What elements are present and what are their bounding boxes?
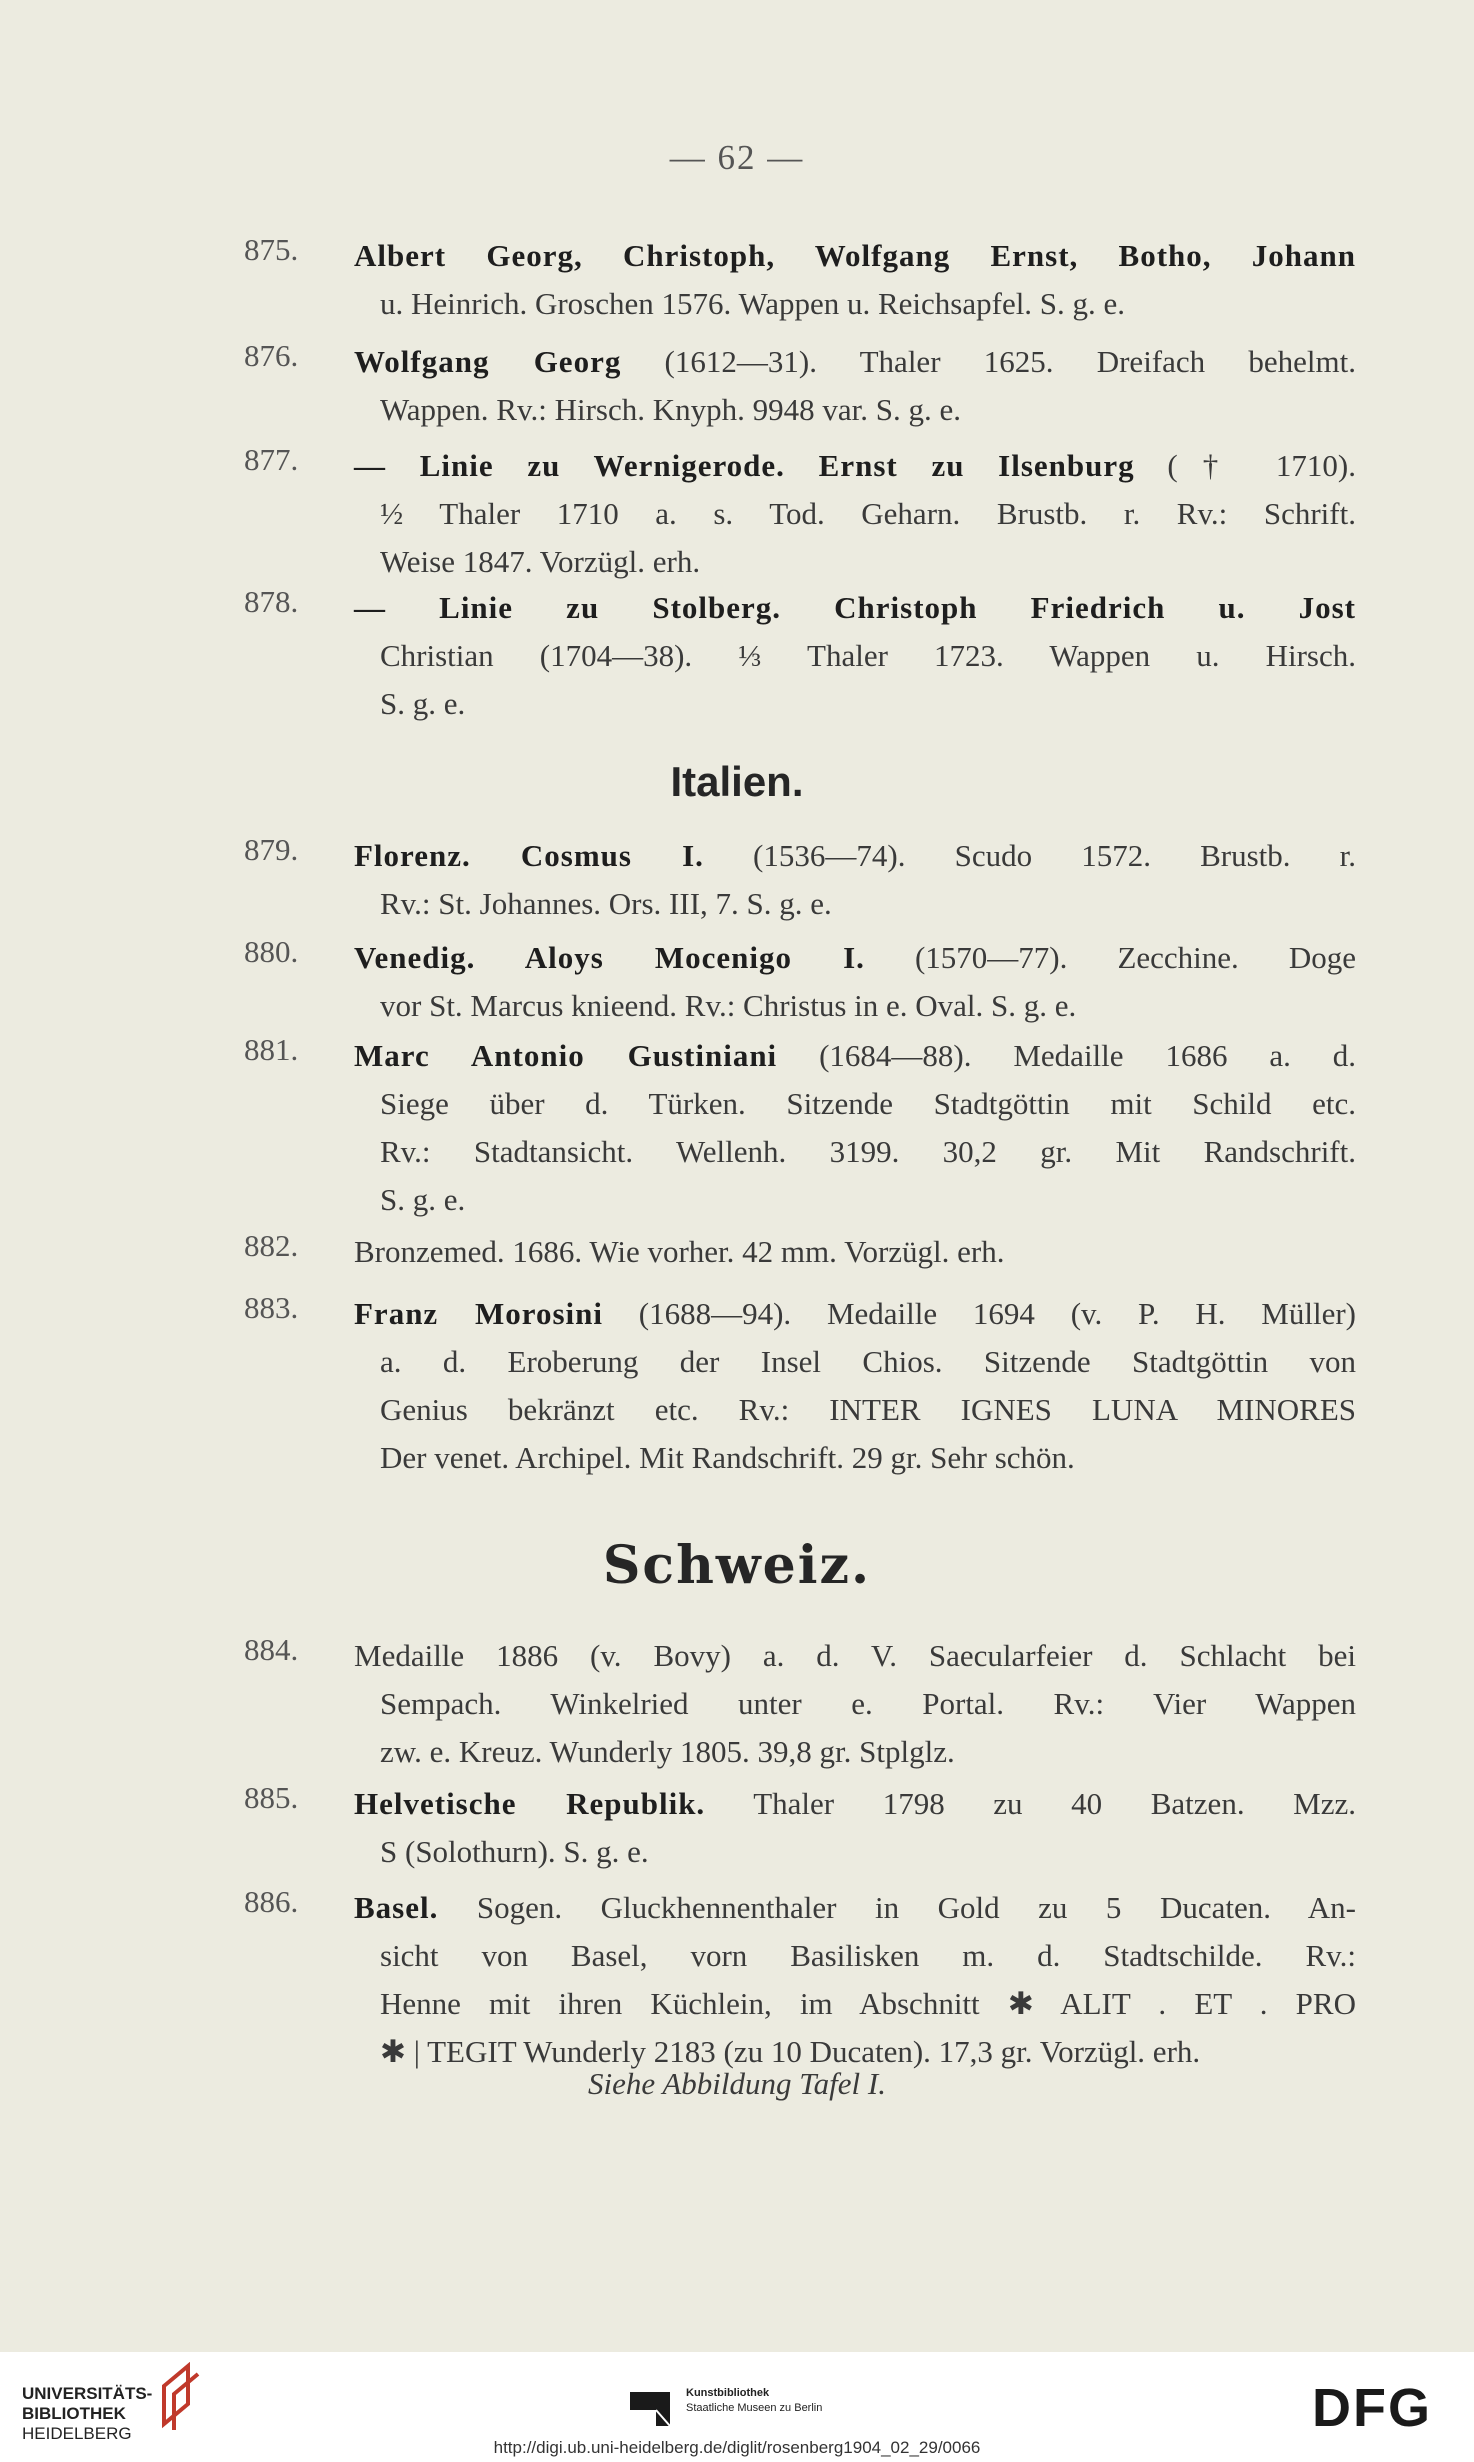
section-title-schweiz: Schweiz. bbox=[602, 1535, 872, 1596]
entry-first-line-rest: (1684—88). Medaille 1686 a. d. bbox=[777, 1038, 1356, 1073]
entry-text bbox=[354, 1032, 1356, 1224]
uni-line-2: BIBLIOTHEK bbox=[22, 2404, 126, 2423]
entry-first-line-rest: (1536—74). Scudo 1572. Brustb. r. bbox=[703, 838, 1357, 873]
entry-number: 882. bbox=[244, 1228, 299, 1263]
entry-text bbox=[354, 442, 1356, 586]
entry-text bbox=[354, 584, 1356, 728]
entry-number: 881. bbox=[244, 1032, 299, 1067]
entry-continuation-line: Der venet. Archipel. Mit Randschrift. 29 gr. Sehr schön. bbox=[380, 1440, 1075, 1475]
entry-continuation-line: Siege über d. Türken. Sitzende Stadtgöttin mit Schild etc. bbox=[380, 1086, 1356, 1121]
entry-text bbox=[354, 1780, 1356, 1876]
entry-number: 884. bbox=[244, 1632, 299, 1667]
entry-heading: Basel. bbox=[354, 1890, 439, 1925]
entry-number: 880. bbox=[244, 934, 299, 969]
entry-continuation-line: u. Heinrich. Groschen 1576. Wappen u. Reichsapfel. S. g. e. bbox=[380, 286, 1126, 321]
entry-heading: — Linie zu Wernigerode. Ernst zu Ilsenburg bbox=[354, 448, 1135, 483]
entry-continuation-line: Sempach. Winkelried unter e. Portal. Rv.: Vier Wappen bbox=[380, 1686, 1356, 1721]
entry-heading: Franz Morosini bbox=[354, 1296, 603, 1331]
entry-first-line bbox=[354, 934, 1356, 982]
entry-first-line-rest: Medaille 1886 (v. Bovy) a. d. V. Saecularfeier d. Schlacht bei bbox=[354, 1638, 1356, 1673]
dfg-logo bbox=[1310, 2378, 1458, 2434]
entry-continuation-line: a. d. Eroberung der Insel Chios. Sitzende Stadtgöttin von bbox=[380, 1344, 1356, 1379]
kb-line-1: Kunstbibliothek bbox=[686, 2387, 770, 2399]
entry-first-line bbox=[354, 1780, 1356, 1828]
entry-first-line bbox=[354, 1884, 1356, 1932]
entry-heading: Wolfgang Georg bbox=[354, 344, 622, 379]
entry-first-line bbox=[354, 232, 1356, 280]
entry-heading: Albert Georg, Christoph, Wolfgang Ernst, Botho, Johann bbox=[354, 238, 1356, 273]
entry-heading: Florenz. Cosmus I. bbox=[354, 838, 704, 873]
entry-number: 876. bbox=[244, 338, 299, 373]
entry-first-line-rest: Bronzemed. 1686. Wie vorher. 42 mm. Vorzügl. erh. bbox=[354, 1234, 1005, 1269]
entry-number: 878. bbox=[244, 584, 299, 619]
entry-continuation-line: Wappen. Rv.: Hirsch. Knyph. 9948 var. S. g. e. bbox=[380, 392, 961, 427]
footer-bar bbox=[0, 2352, 1474, 2462]
entry-text bbox=[354, 1290, 1356, 1482]
entry-continuation-line: S. g. e. bbox=[380, 686, 466, 721]
kunstbibliothek-logo-icon bbox=[628, 2386, 678, 2428]
entry-number: 886. bbox=[244, 1884, 299, 1919]
entry-first-line bbox=[354, 832, 1356, 880]
entry-first-line-rest: (1570—77). Zecchine. Doge bbox=[864, 940, 1356, 975]
entry-continuation-line: ✱ | TEGIT Wunderly 2183 (zu 10 Ducaten). 17,3 gr. Vorzügl. erh. bbox=[380, 2034, 1201, 2069]
entry-continuation-line: ½ Thaler 1710 a. s. Tod. Geharn. Brustb. r. Rv.: Schrift. bbox=[380, 496, 1356, 531]
entry-number: 885. bbox=[244, 1780, 299, 1815]
entry-text bbox=[354, 232, 1356, 328]
uni-line-3: HEIDELBERG bbox=[22, 2424, 132, 2443]
entry-first-line bbox=[354, 442, 1356, 490]
figure-caption: Siehe Abbildung Tafel I. bbox=[588, 2066, 886, 2101]
entry-first-line bbox=[354, 1632, 1356, 1680]
entry-first-line-rest: († 1710). bbox=[1134, 448, 1356, 483]
kb-line-2: Staatliche Museen zu Berlin bbox=[686, 2402, 823, 2414]
entry-text bbox=[354, 832, 1356, 928]
entry-continuation-line: vor St. Marcus knieend. Rv.: Christus in e. Oval. S. g. e. bbox=[380, 988, 1077, 1023]
entry-continuation-line: Henne mit ihren Küchlein, im Abschnitt ✱ ALIT . ET . PRO bbox=[380, 1986, 1356, 2021]
page-number: — 62 — bbox=[669, 138, 805, 177]
entry-first-line bbox=[354, 1032, 1356, 1080]
entry-heading: Helvetische Republik. bbox=[354, 1786, 706, 1821]
entry-heading: — Linie zu Stolberg. Christoph Friedrich u. Jost bbox=[354, 590, 1356, 625]
uni-line-1: UNIVERSITÄTS- bbox=[22, 2384, 153, 2403]
dfg-logo-text: DFG bbox=[1312, 2378, 1432, 2434]
entry-heading: Marc Antonio Gustiniani bbox=[354, 1038, 778, 1073]
entry-text bbox=[354, 338, 1356, 434]
university-library-logo-icon bbox=[148, 2362, 204, 2432]
kunstbibliothek-text bbox=[686, 2386, 822, 2416]
entry-continuation-line: Genius bekränzt etc. Rv.: INTER IGNES LUNA MINORES bbox=[380, 1392, 1356, 1427]
entry-continuation-line: zw. e. Kreuz. Wunderly 1805. 39,8 gr. Stplglz. bbox=[380, 1734, 955, 1769]
section-title-italien: Italien. bbox=[670, 758, 804, 805]
entry-continuation-line: Weise 1847. Vorzügl. erh. bbox=[380, 544, 701, 579]
entry-continuation-line: Christian (1704—38). ⅓ Thaler 1723. Wappen u. Hirsch. bbox=[380, 638, 1356, 673]
entry-continuation-line: S. g. e. bbox=[380, 1182, 466, 1217]
source-url[interactable]: http://digi.ub.uni-heidelberg.de/diglit/rosenberg1904_02_29/0066 bbox=[493, 2438, 981, 2457]
entry-text bbox=[354, 1228, 1356, 1276]
entry-continuation-line: Rv.: St. Johannes. Ors. III, 7. S. g. e. bbox=[380, 886, 832, 921]
entry-heading: Venedig. Aloys Mocenigo I. bbox=[354, 940, 865, 975]
entry-first-line bbox=[354, 338, 1356, 386]
entry-continuation-line: sicht von Basel, vorn Basilisken m. d. Stadtschilde. Rv.: bbox=[380, 1938, 1356, 1973]
entry-text bbox=[354, 934, 1356, 1030]
university-library-logo-text bbox=[22, 2384, 152, 2444]
entry-number: 883. bbox=[244, 1290, 299, 1325]
entry-first-line bbox=[354, 1290, 1356, 1338]
entry-continuation-line: Rv.: Stadtansicht. Wellenh. 3199. 30,2 gr. Mit Randschrift. bbox=[380, 1134, 1356, 1169]
entry-number: 877. bbox=[244, 442, 299, 477]
entry-text bbox=[354, 1884, 1356, 2076]
entry-first-line-rest: (1612—31). Thaler 1625. Dreifach behelmt. bbox=[621, 344, 1356, 379]
entry-continuation-line: S (Solothurn). S. g. e. bbox=[380, 1834, 649, 1869]
entry-first-line-rest: (1688—94). Medaille 1694 (v. P. H. Müller) bbox=[602, 1296, 1357, 1331]
entry-first-line bbox=[354, 1228, 1356, 1276]
entry-number: 875. bbox=[244, 232, 299, 267]
entry-first-line-rest: Sogen. Gluckhennenthaler in Gold zu 5 Ducaten. An- bbox=[438, 1890, 1356, 1925]
entry-text bbox=[354, 1632, 1356, 1776]
entry-number: 879. bbox=[244, 832, 299, 867]
entry-first-line bbox=[354, 584, 1356, 632]
entry-first-line-rest: Thaler 1798 zu 40 Batzen. Mzz. bbox=[705, 1786, 1356, 1821]
